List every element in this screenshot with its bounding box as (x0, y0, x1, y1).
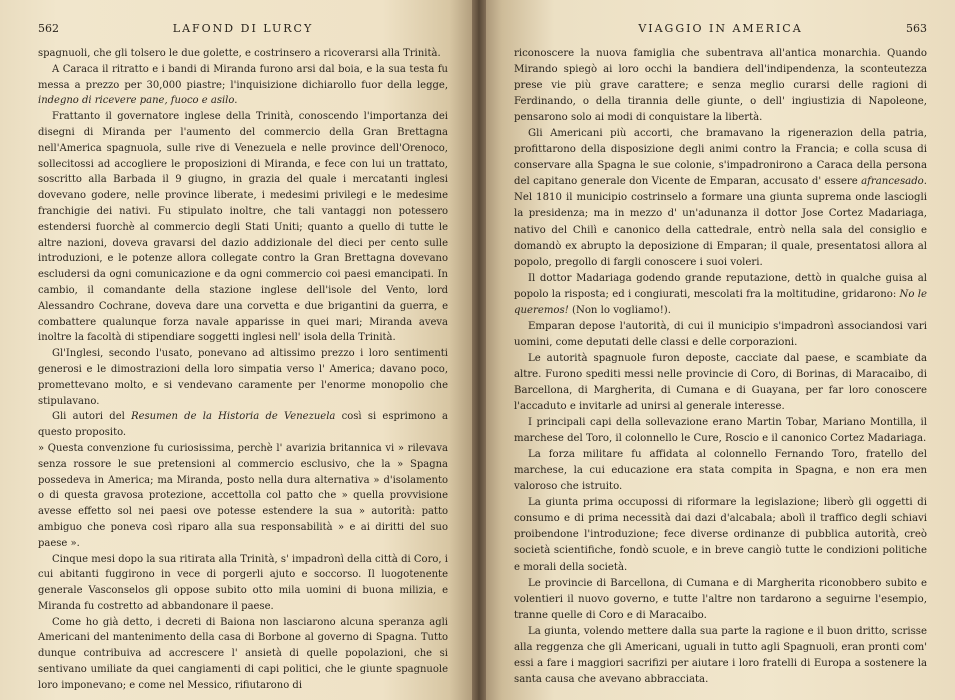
paragraph-text-after: (Non lo vogliamo!). (568, 304, 671, 316)
paragraph-italic: No le queremos! (514, 288, 928, 316)
paragraph (38, 46, 448, 62)
right-page (478, 0, 955, 700)
paragraph-text: I principali capi della sollevazione erano Martin Tobar, Mariano Montilla, il marchese del Toro, il colonnello le Cure, Roscio e il canonico Cortez Madariaga. (514, 417, 927, 445)
paragraph (514, 271, 927, 319)
paragraph-text: riconoscere la nuova famiglia che subentrava all'antica monarchia. Quando Mirando spiegò ai loro occhi la bandiera dell'indipendenza, la sconteutezza prese vie più grave carattere; e senza meglio curarsi delle ragioni di Ferdinando, o della tirannia delle giunte, o dell' ingiustizia di Napoleone, pensarono solo ai modi di conquistare la libertà. (514, 48, 927, 124)
paragraph-text: Cinque mesi dopo la sua ritirata alla Trinità, s' impadronì della città di Coro, i cui abitanti fuggirono in vece di porgerli ajuto e soccorso. Il luogotenente generale Vasconselos gli oppose subito otto mila uomini di buona milizia, e Miranda fu costretto ad abbandonare il paese. (38, 553, 448, 612)
paragraph-text: La giunta prima occupossi di riformare la legislazione; liberò gli oggetti di consumo e di prima necessità dai dazi d'alcabala; abolì il traffico degli schiavi proibendone l'introduzione; fece diverse ordinanze di pubblica autorità, creò società scientifiche, fondò scuole, e in breve cangiò tutte le condizioni politiche e morali della società. (514, 497, 927, 573)
paragraph-text: Gli autori del (52, 411, 132, 423)
paragraph-italic: indegno di ricevere pane, fuoco e asilo. (38, 95, 238, 107)
paragraph-text: Come ho già detto, i decreti di Baiona non lasciarono alcuna speranza agli Americani del mantenimento della casa di Borbone al governo di Spagna. Tutto dunque contribuiva ad accrescere l' ansietà di quelle popolazioni, che si sentivano umiliate da quei cangiamenti di capi politici, che le giunte spagnuole loro imponevano; e come nel Messico, rifiutarono di (38, 616, 448, 691)
right-running-head (514, 22, 927, 40)
paragraph-text: Il dottor Madariaga godendo grande reputazione, dettò in qualche guisa al popolo la risposta; ed i congiurati, mescolati fra la moltitudine, gridarono: (514, 272, 927, 300)
paragraph (514, 447, 927, 495)
paragraph (38, 62, 448, 109)
paragraph (38, 346, 448, 409)
paragraph-text: Frattanto il governatore inglese della Trinità, conoscendo l'importanza dei disegni di Miranda per l'aumento del commercio della Gran Brettagna nell'America spagnuola, sulle rive di Venezuela e nelle province dell'Orenoco, sollecitossi ad accogliere le proposizioni di Miranda, e fece con lui un trattato, soscritto alla Barbada il 9 giugno, in grazia del quale i mercatanti inglesi dovevano godere, nelle province liberate, i medesimi privilegi e le medesime franchigie dei nativi. Fu stipulato inoltre, che tali vantaggi non potessero estendersi fuorchè al commercio degli Stati Uniti; quanto a quello di tutte le altre nazioni, doveva gravarsi del dazio addizionale del dieci per cento sulle introduzioni, e le potenze allora collegate contro la Gran Brettagna dovevano escludersi da ogni comunicazione e da ogni commercio coi paesi emancipati. In cambio, il comandante della stazione inglese dell'isole del Vento, lord Alessandro Cochrane, doveva dare una corvetta e due brigantini da guerra, e combattere qualunque forza navale apparisse in quei mari; Miranda aveva inoltre la facoltà di stipendiare soggetti inglesi nell' isola della Trinità. (38, 111, 448, 344)
paragraph-text: La giunta, volendo mettere dalla sua parte la ragione e il buon dritto, scrisse alla reggenza che gli Americani, uguali in tutto agli Spagnuoli, eran pronti com' essi a fare i maggiori sacrifizi per aiutare i loro fratelli di Europa a sostenere la santa causa che avevano abbracciata. (514, 625, 927, 685)
right-running-title: VIAGGIO IN AMERICA (638, 22, 803, 35)
paragraph (514, 351, 927, 415)
paragraph-text: » Questa convenzione fu curiosissima, perchè l' avarizia britannica vi » rilevava senza rossore le sue pretensioni al commercio esclusivo, che la » Spagna possedeva in America; ma Miranda, posto nella dura alternativa » d'isolamento o di questa gravosa protezione, accettolla col patto che » quella provvisione avesse effetto sol nei paesi ove potesse estendere la sua » autorità: patto ambiguo che poneva così riparo alla sua responsabilità » e ai diritti del suo paese ». (38, 442, 448, 549)
paragraph (514, 624, 927, 688)
paragraph-text: Le autorità spagnuole furon deposte, cacciate dal paese, e scambiate da altre. Furono spediti messi nelle provincie di Coro, di Borinas, di Maracaibo, di Barcellona, di Margherita, di Cumana e di Guayana, per far loro conoscere l'accaduto e invitarle ad unirsi al generale interesse. (514, 352, 927, 413)
paragraph (38, 615, 448, 694)
paragraph (38, 552, 448, 615)
left-page-text (38, 46, 448, 694)
paragraph (514, 576, 927, 624)
paragraph (514, 319, 927, 351)
paragraph-text: spagnuoli, che gli tolsero le due golette, e costrinsero a ricoverarsi alla Trinità. (38, 48, 441, 59)
paragraph-italic: Resumen de la Historia de Venezuela (131, 411, 336, 423)
book-gutter (472, 0, 486, 700)
paragraph-text-after: così si esprimono a questo proposito. (38, 411, 449, 439)
paragraph (38, 441, 448, 552)
right-page-text (514, 46, 927, 688)
paragraph-text: Gli Americani più accorti, che bramavano la rigenerazion della patria, profittarono della disposizione degli animi contro la Francia; e colla scusa di conservare alla Spagna le sue colonie, s'impadronirono a Caraca della persona del capitano generale don Vicente de Emparan, accusato d' essere (514, 128, 927, 188)
left-page-number: 562 (38, 22, 59, 35)
paragraph-text: Le provincie di Barcellona, di Cumana e di Margherita riconobbero subito e volentieri il nuovo governo, e tutte l'altre non tardarono a seguirne l'esempio, tranne quelle di Coro e di Maracaibo. (514, 577, 927, 621)
left-running-title: LAFOND DI LURCY (172, 22, 314, 35)
paragraph (38, 409, 448, 441)
paragraph (38, 109, 448, 346)
right-page-number: 563 (906, 22, 927, 35)
paragraph (514, 126, 927, 270)
paragraph-text: La forza militare fu affidata al colonnello Fernando Toro, fratello del marchese, la cui educazione era stata compita in Spagna, e non era men valoroso che istruito. (514, 449, 927, 493)
paragraph-text: A Caraca il ritratto e i bandi di Miranda furono arsi dal boia, e la sua testa fu messa a prezzo per 30,000 piastre; l'inquisizione dichiarollo fuor della legge, (38, 63, 448, 91)
left-running-head (38, 22, 448, 40)
paragraph-text-after: . Nel 1810 il municipio costrinselo a formare una giunta suprema onde lasciogli la presidenza; ma in mezzo d' un'adunanza il dottor Jose Cortez Madariaga, nativo del Chilì e canonico della cattedrale, entrò nella sala del consiglio e domandò ex abrupto la deposizione di Emparan; il quale, presentatosi allora al popolo, pregollo di fargli conoscere i suoi voleri. (514, 176, 927, 268)
paragraph-text: Emparan depose l'autorità, di cui il municipio s'impadronì associandosi vari uomini, come deputati delle classi e delle corporazioni. (514, 320, 927, 348)
paragraph-text: Gl'Inglesi, secondo l'usato, ponevano ad altissimo prezzo i loro sentimenti generosi e le dimostrazioni della loro simpatia verso l' America; davano poco, promettevano molto, e si vendevano caramente per l'enorme monopolio che stipulavano. (38, 348, 448, 407)
paragraph (514, 415, 927, 447)
paragraph (514, 46, 927, 126)
paragraph (514, 495, 927, 575)
paragraph-italic: afrancesado (861, 176, 924, 188)
